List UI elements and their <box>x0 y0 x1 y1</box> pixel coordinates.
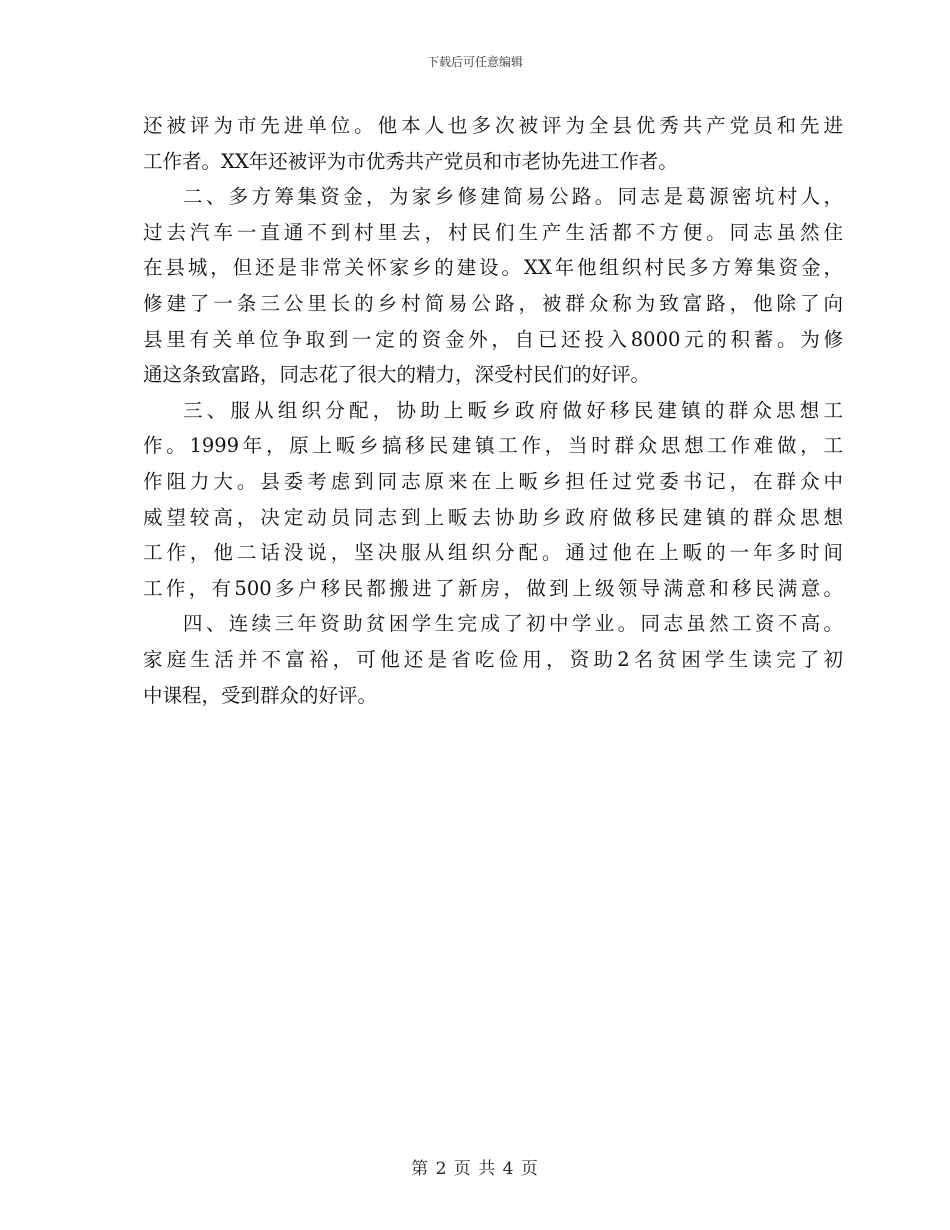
page-header: 下载后可任意编辑 <box>426 55 523 69</box>
body-line: 过去汽车一直通不到村里去，村民们生产生活都不方便。同志虽然住 <box>143 220 843 244</box>
body-line: 通这条致富路，同志花了很大的精力，深受村民们的好评。 <box>143 363 651 387</box>
body-line: 威望较高，决定动员同志到上畈去协助乡政府做移民建镇的群众思想 <box>143 505 843 529</box>
body-line: 四、连续三年资助贫困学生完成了初中学业。同志虽然工资不高。 <box>183 612 843 636</box>
body-line: 家庭生活并不富裕，可他还是省吃俭用，资助2名贫困学生读完了初 <box>143 647 843 671</box>
body-line: 二、多方筹集资金，为家乡修建简易公路。同志是葛源密坑村人， <box>183 185 843 209</box>
body-line: 修建了一条三公里长的乡村简易公路，被群众称为致富路，他除了向 <box>143 291 843 315</box>
body-line: 作。1999年，原上畈乡搞移民建镇工作，当时群众思想工作难做，工 <box>143 434 843 458</box>
body-line: 三、服从组织分配，协助上畈乡政府做好移民建镇的群众思想工 <box>183 398 843 422</box>
body-line: 县里有关单位争取到一定的资金外，自已还投入8000元的积蓄。为修 <box>143 327 843 351</box>
page-number: 第 2 页 共 4 页 <box>411 1159 539 1179</box>
document-body <box>143 108 843 713</box>
body-line: 工作，有500多户移民都搬进了新房，做到上级领导满意和移民满意。 <box>143 576 843 600</box>
body-line: 在县城，但还是非常关怀家乡的建设。XX年他组织村民多方筹集资金， <box>143 256 843 280</box>
body-line: 工作者。XX年还被评为市优秀共产党员和市老协先进工作者。 <box>143 149 678 173</box>
body-line: 工作，他二话没说，坚决服从组织分配。通过他在上畈的一年多时间 <box>143 541 843 565</box>
body-line: 还被评为市先进单位。他本人也多次被评为全县优秀共产党员和先进 <box>143 114 843 137</box>
body-line: 中课程，受到群众的好评。 <box>143 683 378 707</box>
body-line: 作阻力大。县委考虑到同志原来在上畈乡担任过党委书记，在群众中 <box>143 469 843 493</box>
